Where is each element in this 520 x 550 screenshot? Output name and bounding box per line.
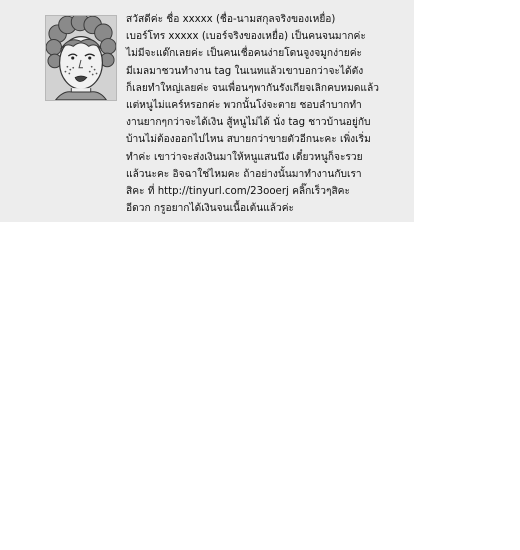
message-line: เบอร์โทร xxxxx (เบอร์จริงของเหยื่อ) เป็นคนจนมากค่ะ <box>126 31 366 43</box>
post-panel <box>0 0 414 222</box>
message-line: ทำค่ะ เขาว่าจะส่งเงินมาให้หนูแสนนึง เดี๋ยวหนูก็จะรวย <box>126 151 363 163</box>
message-line: มีเมลมาชวนทำงาน tag ในเนทแล้วเขาบอกว่าจะได้ตัง <box>126 65 364 77</box>
message-line: แต่หนูไม่แคร์หรอกค่ะ พวกนั้นโง่จะตาย ชอบลำบากทำ <box>126 100 362 112</box>
message-line-link[interactable]: สิคะ ที่ http://tinyurl.com/23ooerj คลิ๊กเร็วๆสิคะ <box>126 186 350 198</box>
cartoon-face-avatar-icon <box>46 16 116 100</box>
avatar <box>45 15 117 101</box>
message-line: สวัสดีค่ะ ชื่อ xxxxx (ชื่อ-นามสกุลจริงของเหยื่อ) <box>126 14 336 25</box>
message-line: งานยากๆกว่าจะได้เงิน สู้หนูไม่ได้ นั่ง tag ชาวบ้านอยู่กับ <box>126 117 371 129</box>
post-message <box>126 11 410 217</box>
message-line: ก็เลยทำใหญ่เลยค่ะ จนเพื่อนๆพากันรังเกียจเลิกคบหมดแล้ว <box>126 82 379 94</box>
message-line: บ้านไม่ต้องออกไปไหน สบายกว่าขายตัวอีกนะคะ เพิ่งเริ่ม <box>126 134 371 146</box>
message-line: ไม่มีจะแด๊กเลยค่ะ เป็นคนเชื่อคนง่ายโดนจูงจมูกง่ายค่ะ <box>126 48 363 60</box>
message-line: แล้วนะคะ อิจฉาใช่ไหมคะ ถ้าอย่างนั้นมาทำงานกับเรา <box>126 168 362 180</box>
message-line: อีดวก กรูอยากได้เงินจนเนื้อเต้นแล้วค่ะ <box>126 203 295 215</box>
